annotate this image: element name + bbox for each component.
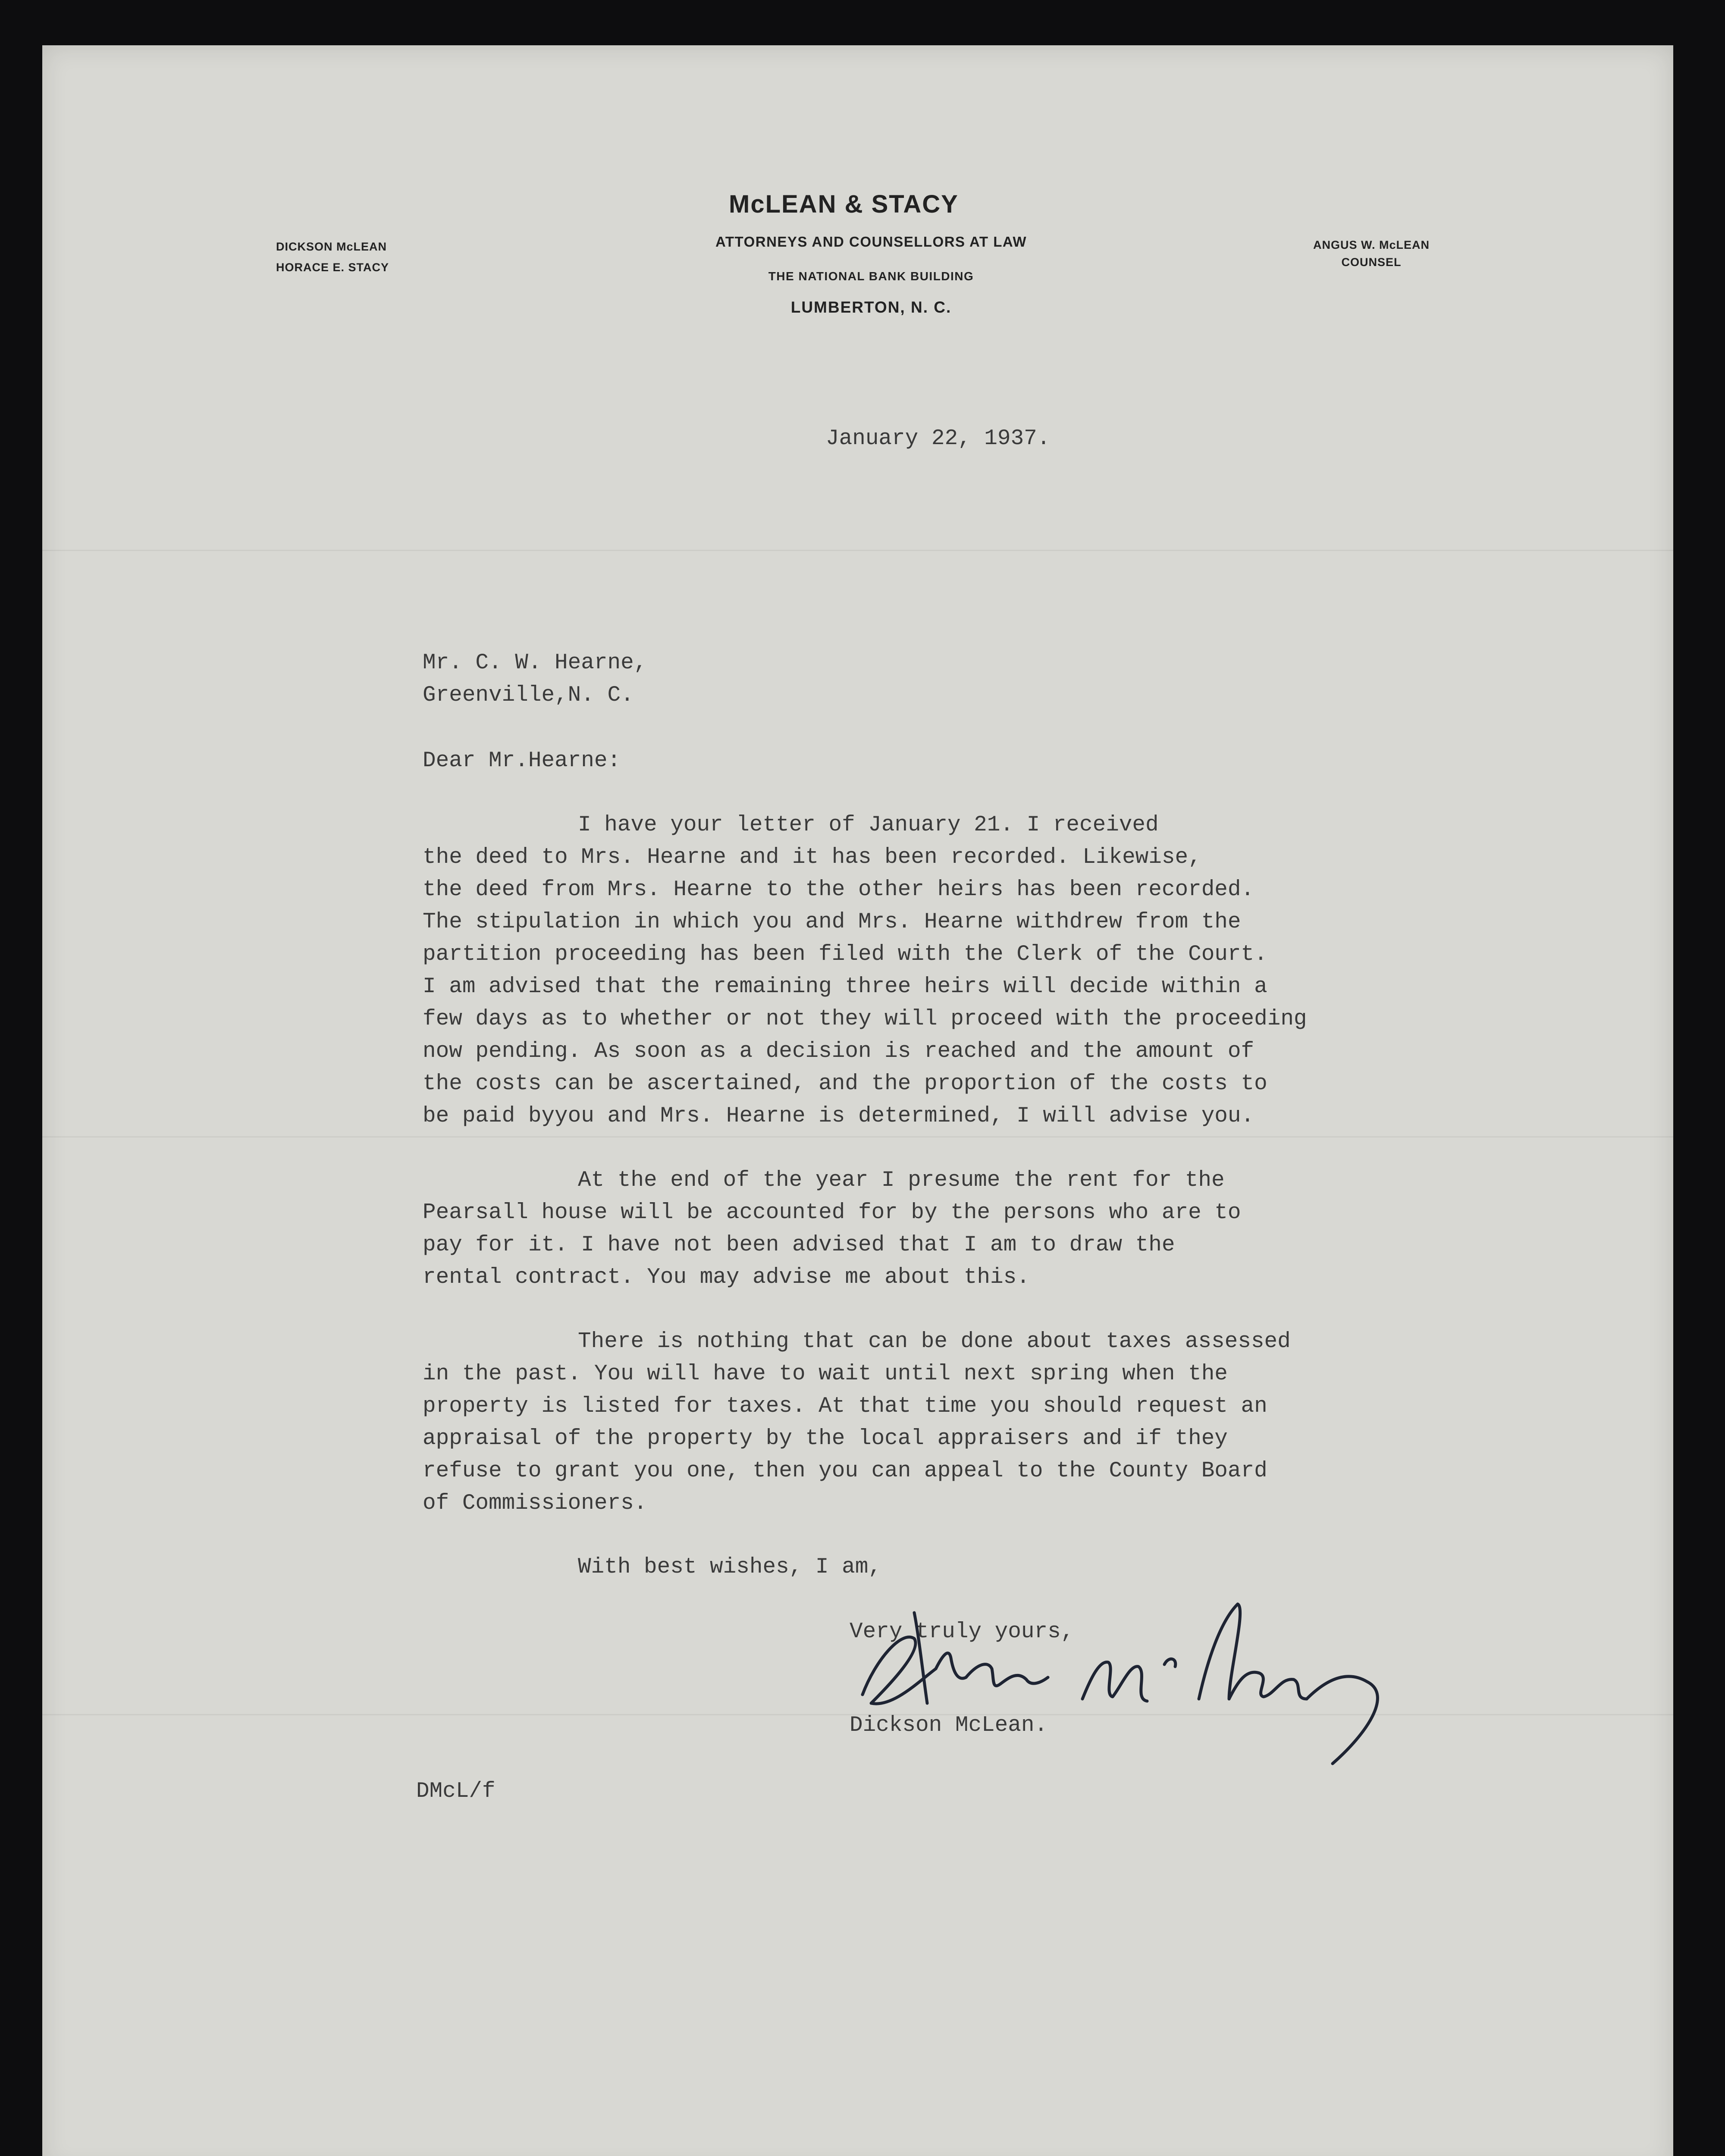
letterhead-partner: HORACE E. STACY [276, 261, 389, 274]
body-line: be paid byyou and Mrs. Hearne is determined, I will advise you. [423, 1104, 1255, 1128]
body-line: the deed from Mrs. Hearne to the other heirs has been recorded. [423, 877, 1255, 902]
letterhead-firm-name: McLEAN & STACY [729, 190, 959, 218]
body-line: There is nothing that can be done about taxes assessed [578, 1329, 1291, 1354]
fold-line [42, 1136, 1673, 1138]
body-line: appraisal of the property by the local appraisers and if they [423, 1426, 1228, 1451]
recipient-line: Greenville,N. C. [423, 683, 634, 708]
body-line: partition proceeding has been filed with the Clerk of the Court. [423, 942, 1267, 967]
body-line: of Commissioners. [423, 1491, 647, 1516]
letterhead-counsel-name: ANGUS W. McLEAN [1313, 238, 1430, 251]
fold-line [42, 550, 1673, 551]
body-line: Pearsall house will be accounted for by the persons who are to [423, 1200, 1241, 1225]
letterhead-counsel-title: COUNSEL [1341, 256, 1402, 269]
body-line: rental contract. You may advise me about this. [423, 1265, 1030, 1290]
body-line: At the end of the year I presume the rent for the [578, 1168, 1225, 1193]
letterhead-subtitle: ATTORNEYS AND COUNSELLORS AT LAW [715, 234, 1027, 250]
closing: With best wishes, I am, [578, 1555, 881, 1579]
typist-initials: DMcL/f [416, 1779, 496, 1804]
body-line: refuse to grant you one, then you can appeal to the County Board [423, 1459, 1267, 1483]
body-line: I have your letter of January 21. I received [578, 813, 1159, 837]
salutation: Dear Mr.Hearne: [423, 749, 621, 773]
letterhead-city: LUMBERTON, N. C. [790, 298, 952, 316]
body-line: now pending. As soon as a decision is reached and the amount of [423, 1039, 1255, 1064]
letterhead-partner: DICKSON McLEAN [276, 240, 387, 253]
signer-name: Dickson McLean. [850, 1713, 1048, 1738]
letter-date: January 22, 1937. [826, 426, 1051, 451]
body-line: property is listed for taxes. At that time you should request an [423, 1394, 1267, 1419]
valediction: Very truly yours, [850, 1620, 1074, 1644]
body-line: few days as to whether or not they will proceed with the proceeding [423, 1007, 1307, 1031]
body-line: pay for it. I have not been advised that I am to draw the [423, 1233, 1175, 1257]
body-line: the deed to Mrs. Hearne and it has been recorded. Likewise, [423, 845, 1201, 870]
recipient-line: Mr. C. W. Hearne, [423, 651, 647, 675]
body-line: the costs can be ascertained, and the proportion of the costs to [423, 1072, 1267, 1096]
letterhead-building: THE NATIONAL BANK BUILDING [768, 270, 974, 283]
body-line: in the past. You will have to wait until next spring when the [423, 1362, 1228, 1386]
body-line: I am advised that the remaining three heirs will decide within a [423, 975, 1267, 999]
signature-image [850, 1595, 1453, 1777]
body-line: The stipulation in which you and Mrs. Hearne withdrew from the [423, 910, 1241, 934]
